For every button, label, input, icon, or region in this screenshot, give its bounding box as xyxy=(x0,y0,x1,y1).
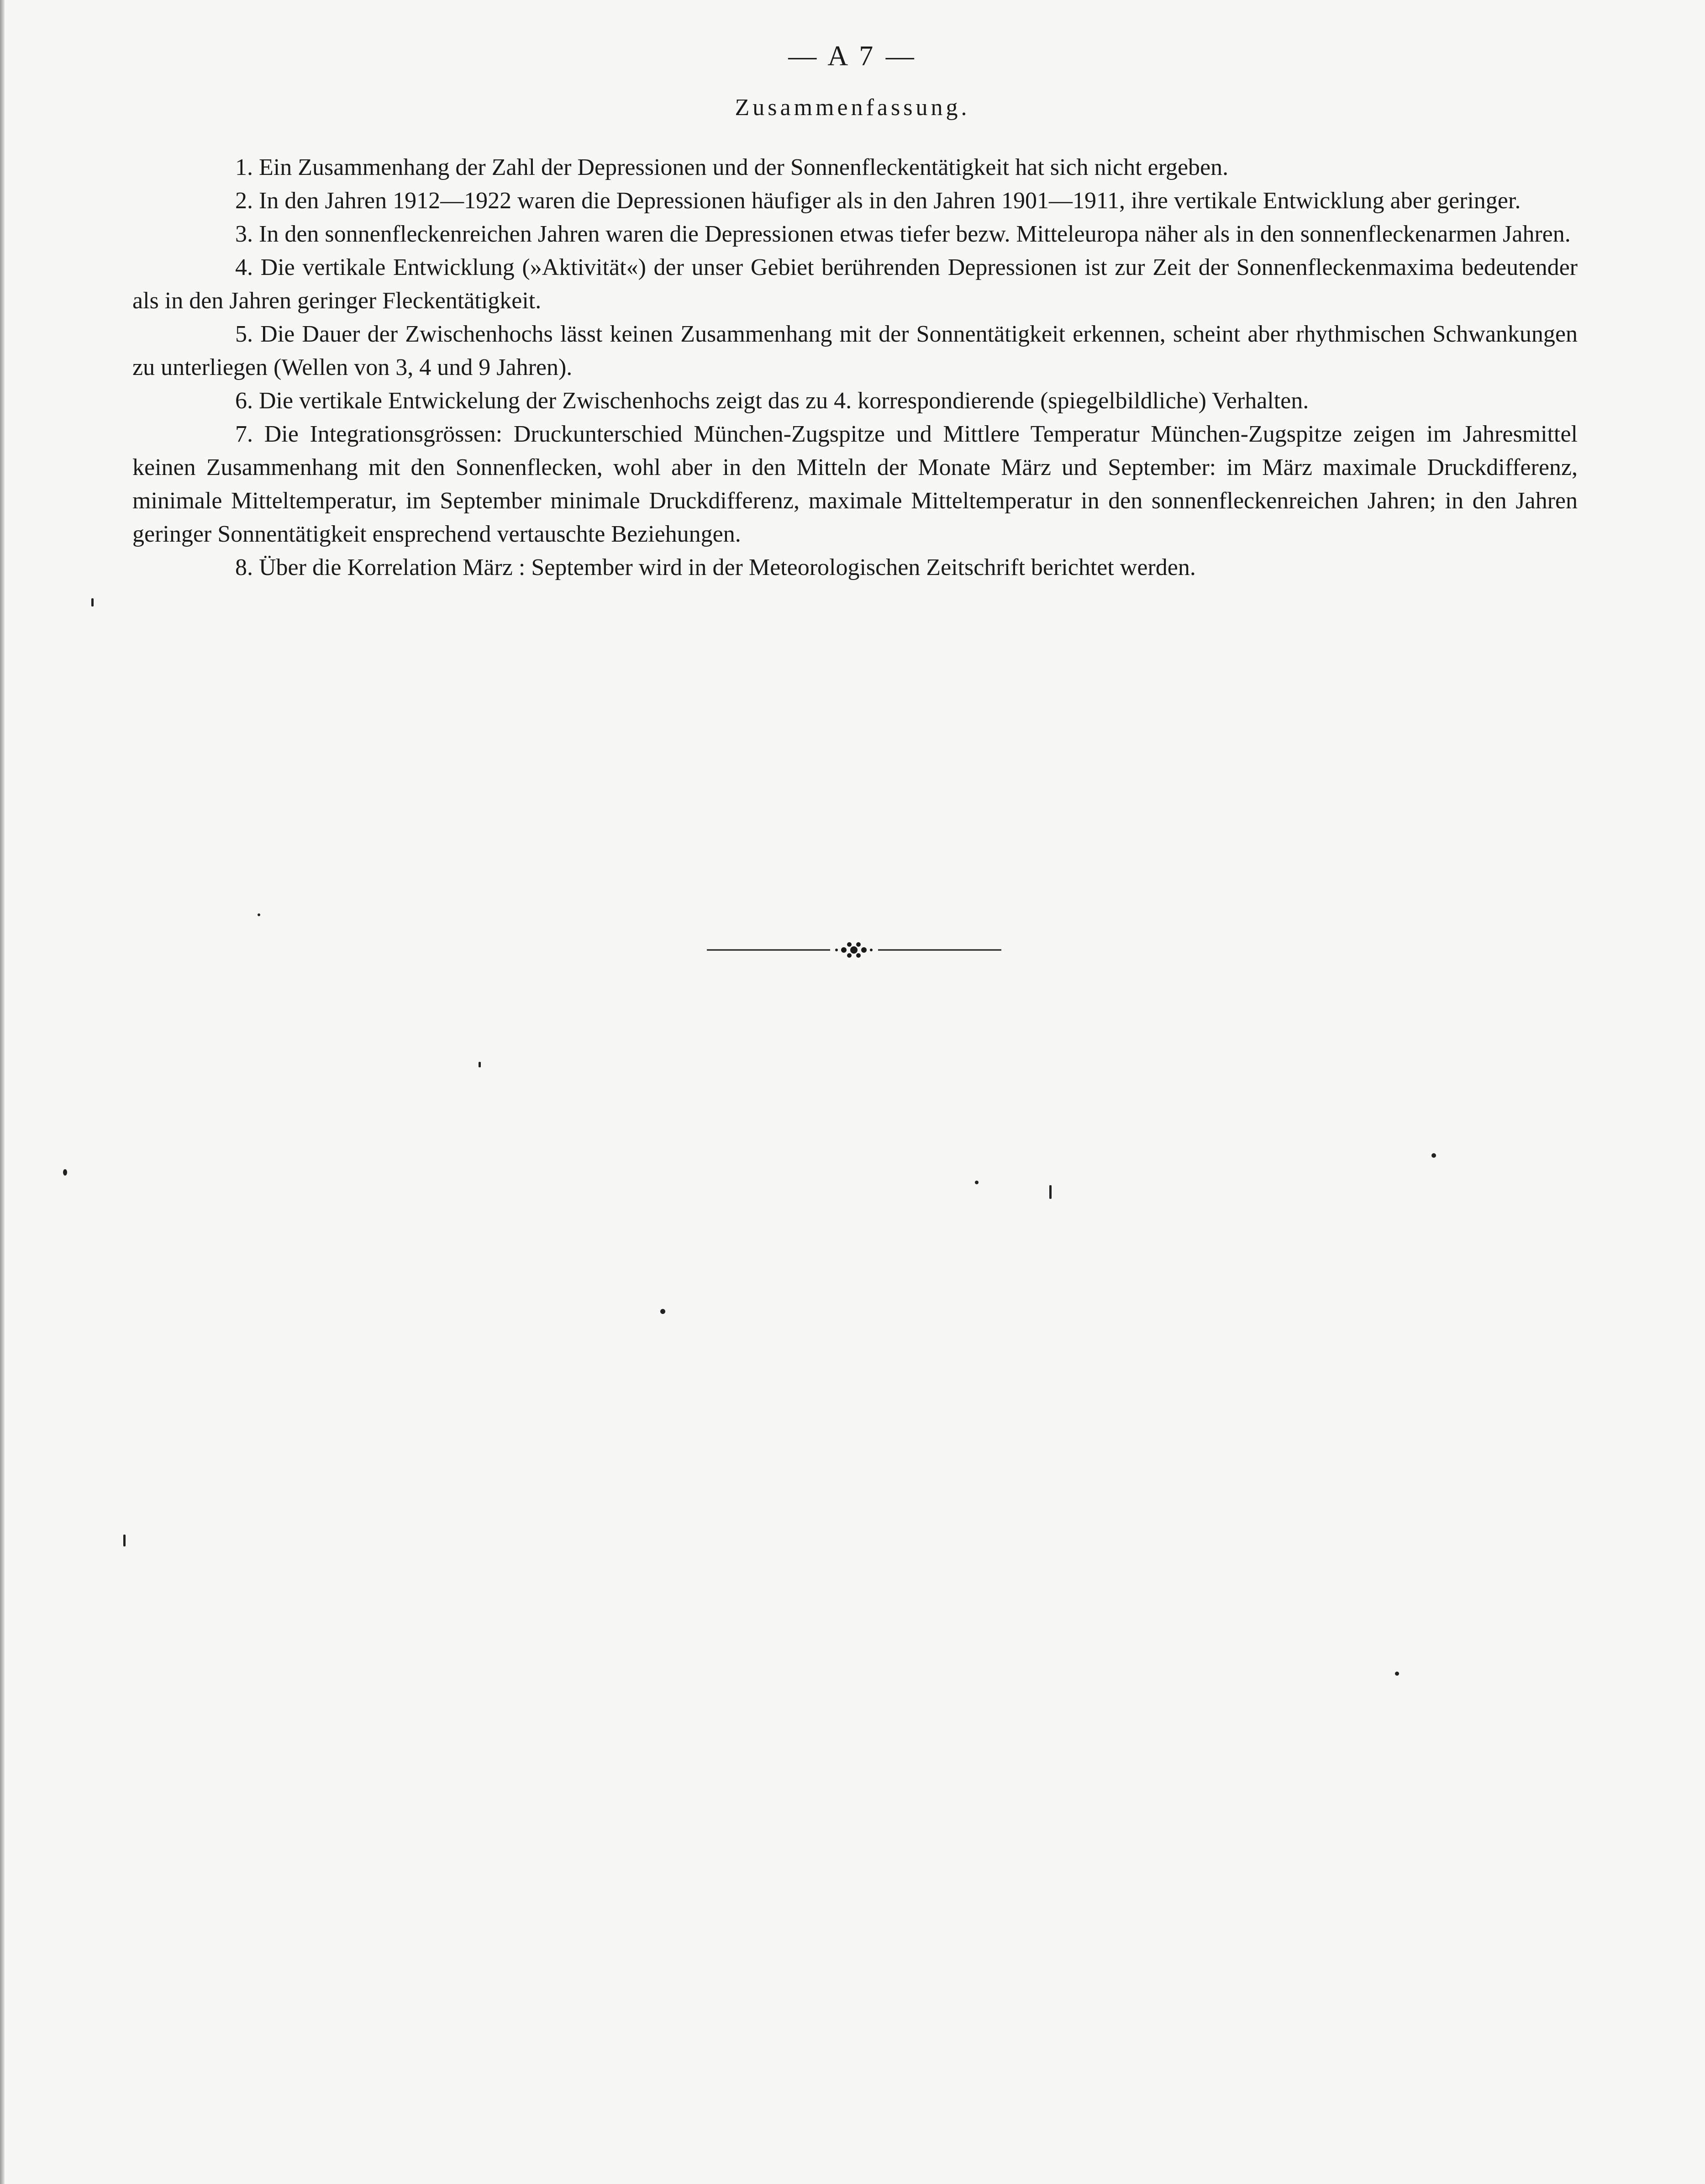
scan-speck xyxy=(975,1181,979,1184)
scan-speck xyxy=(63,1169,67,1176)
summary-item-2: 2. In den Jahren 1912—1922 waren die Depressionen häufiger als in den Jahren 1901—1911, ihre vertikale Entwicklung aber geringer. xyxy=(235,188,1521,214)
page-number: — A 7 — xyxy=(788,41,917,72)
summary-item-6: 6. Die vertikale Entwickelung der Zwischenhochs zeigt das zu 4. korrespondierende (spiegelbildliche) Verhalten. xyxy=(235,388,1309,414)
scan-speck xyxy=(1395,1672,1399,1676)
summary-item-8: 8. Über die Korrelation März : September wird in der Meteorologischen Zeitschrift berichtet werden. xyxy=(235,554,1196,580)
summary-list xyxy=(132,151,1578,584)
scan-speck xyxy=(1049,1185,1052,1199)
summary-item-1: 1. Ein Zusammenhang der Zahl der Depressionen und der Sonnenfleckentätigkeit hat sich nicht ergeben. xyxy=(235,154,1229,180)
summary-item-5: 5. Die Dauer der Zwischenhochs lässt keinen Zusammenhang mit der Sonnentätigkeit erkennen, scheint aber rhythmischen Schwankungen zu unterliegen (Wellen von 3, 4 und 9 Jahren). xyxy=(132,321,1578,380)
summary-item-3: 3. In den sonnenfleckenreichen Jahren waren die Depressionen etwas tiefer bezw. Mitteleuropa näher als in den sonnenfleckenarmen Jahren. xyxy=(235,221,1571,247)
scan-page-edge xyxy=(0,0,5,2184)
scan-speck xyxy=(91,598,94,607)
scan-speck xyxy=(660,1309,665,1314)
summary-item-7: 7. Die Integrationsgrössen: Druckunterschied München-Zugspitze und Mittlere Temperatur München-Zugspitze zeigen im Jahresmittel keinen Zusammenhang mit den Sonnenflecken, wohl aber in den Mitteln der Monate März und September: im März maximale Druckdifferenz, minimale Mitteltemperatur, im September minimale Druckdifferenz, maximale Mitteltemperatur in den sonnenfleckenreichen Jahren; in den Jahren geringer Sonnentätigkeit ensprechend vertauschte Beziehungen. xyxy=(132,421,1578,547)
scan-speck xyxy=(123,1535,126,1546)
section-end-ornament xyxy=(707,939,1001,961)
summary-item-4: 4. Die vertikale Entwicklung (»Aktivität«) der unser Gebiet berührenden Depressionen ist zur Zeit der Sonnenfleckenmaxima bedeutender als in den Jahren geringer Fleckentätigkeit. xyxy=(132,254,1578,314)
scan-speck xyxy=(479,1062,481,1067)
section-heading: Zusammenfassung. xyxy=(735,95,970,121)
scan-speck xyxy=(1431,1153,1436,1158)
scan-speck xyxy=(258,913,260,916)
